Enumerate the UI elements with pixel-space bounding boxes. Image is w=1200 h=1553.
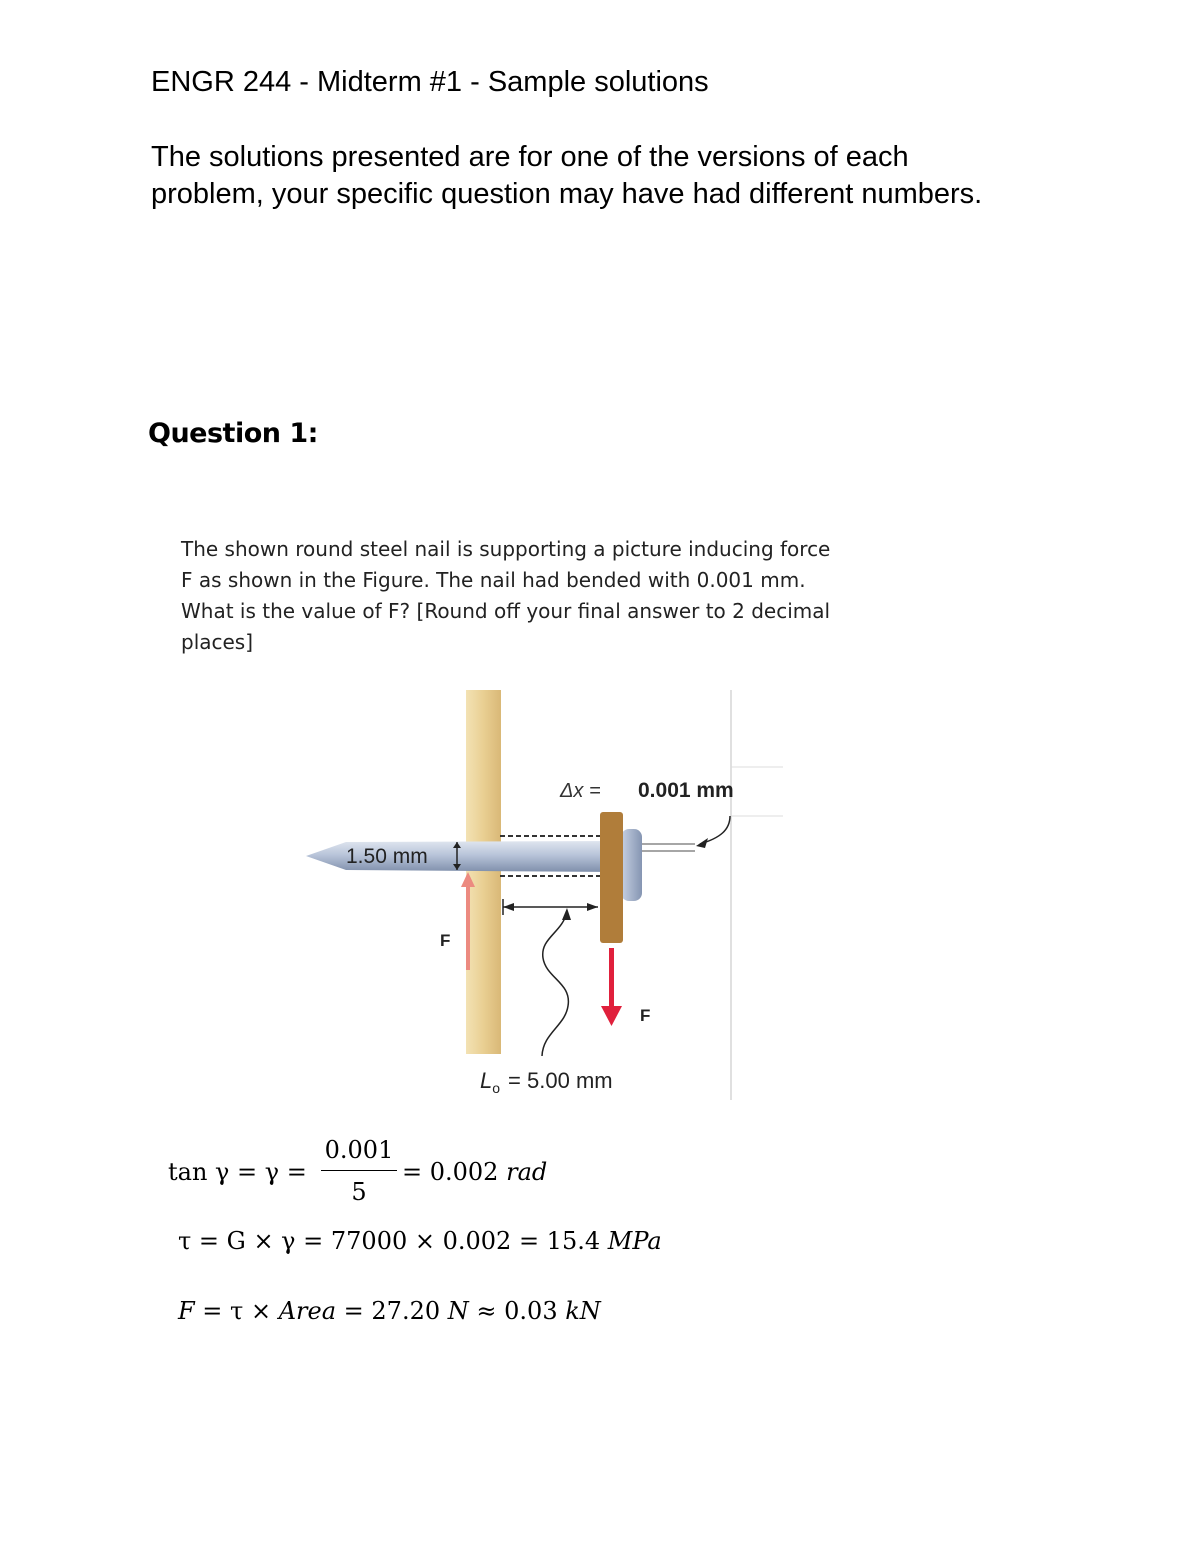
dx-label: Δx = [560, 780, 601, 802]
length-label [480, 1068, 613, 1096]
problem-line-3: What is the value of F? [Round off your final answer to 2 decimal [181, 599, 831, 623]
nail-shear-figure [300, 688, 790, 1103]
dx-pointer-arrow [700, 816, 730, 844]
equation-1-denominator: 5 [351, 1178, 367, 1206]
force-label-left: F [440, 931, 451, 950]
length-arrowhead-left [503, 903, 514, 911]
equation-2 [178, 1227, 662, 1255]
length-symbol: L [480, 1068, 493, 1093]
equation-3-unit-kn: kN [565, 1297, 601, 1325]
force-arrow-down-head [601, 1006, 622, 1026]
force-arrow-up-shaft [466, 884, 470, 970]
length-value: = 5.00 mm [508, 1068, 613, 1093]
equation-3 [178, 1297, 601, 1325]
length-leader-squiggle [542, 912, 568, 1056]
dx-pointer-arrowhead [696, 838, 708, 848]
fraction-bar [321, 1170, 397, 1171]
diameter-label: 1.50 mm [346, 845, 428, 868]
force-arrow-down-shaft [609, 948, 614, 1008]
equation-3-approx: ≈ 0.03 [476, 1297, 558, 1325]
wall [466, 690, 501, 1054]
equation-1-lhs: tan γ = γ = [168, 1158, 307, 1186]
intro-line-1: The solutions presented are for one of the versions of each [151, 141, 909, 173]
problem-line-1: The shown round steel nail is supporting a picture inducing force [181, 537, 831, 561]
equation-1-rhs [402, 1158, 547, 1186]
length-subscript: o [492, 1080, 501, 1096]
equation-1-unit: rad [506, 1158, 548, 1186]
equation-3-area: Area [278, 1297, 337, 1325]
equation-3-force: F [178, 1297, 195, 1325]
question-heading: Question 1: [148, 418, 318, 449]
nail-head [621, 829, 642, 901]
problem-line-2: F as shown in the Figure. The nail had bended with 0.001 mm. [181, 568, 806, 592]
equation-2-unit: MPa [607, 1227, 662, 1255]
force-label-right: F [640, 1006, 651, 1025]
document-title: ENGR 244 - Midterm #1 - Sample solutions [151, 66, 709, 98]
dx-value: 0.001 mm [638, 779, 734, 802]
equation-3-op: = τ × [202, 1297, 272, 1325]
equation-1-numerator: 0.001 [324, 1136, 394, 1164]
length-leader-arrowhead [562, 908, 571, 920]
picture-board [600, 812, 623, 943]
equation-2-body: τ = G × γ = 77000 × 0.002 = 15.4 [178, 1227, 601, 1255]
intro-line-2: problem, your specific question may have had different numbers. [151, 178, 983, 210]
problem-line-4: places] [181, 630, 254, 654]
equation-3-value: = 27.20 [343, 1297, 441, 1325]
equation-1-value: = 0.002 [402, 1158, 499, 1186]
equation-3-unit-n: N [447, 1297, 469, 1325]
length-arrowhead-right [587, 903, 598, 911]
